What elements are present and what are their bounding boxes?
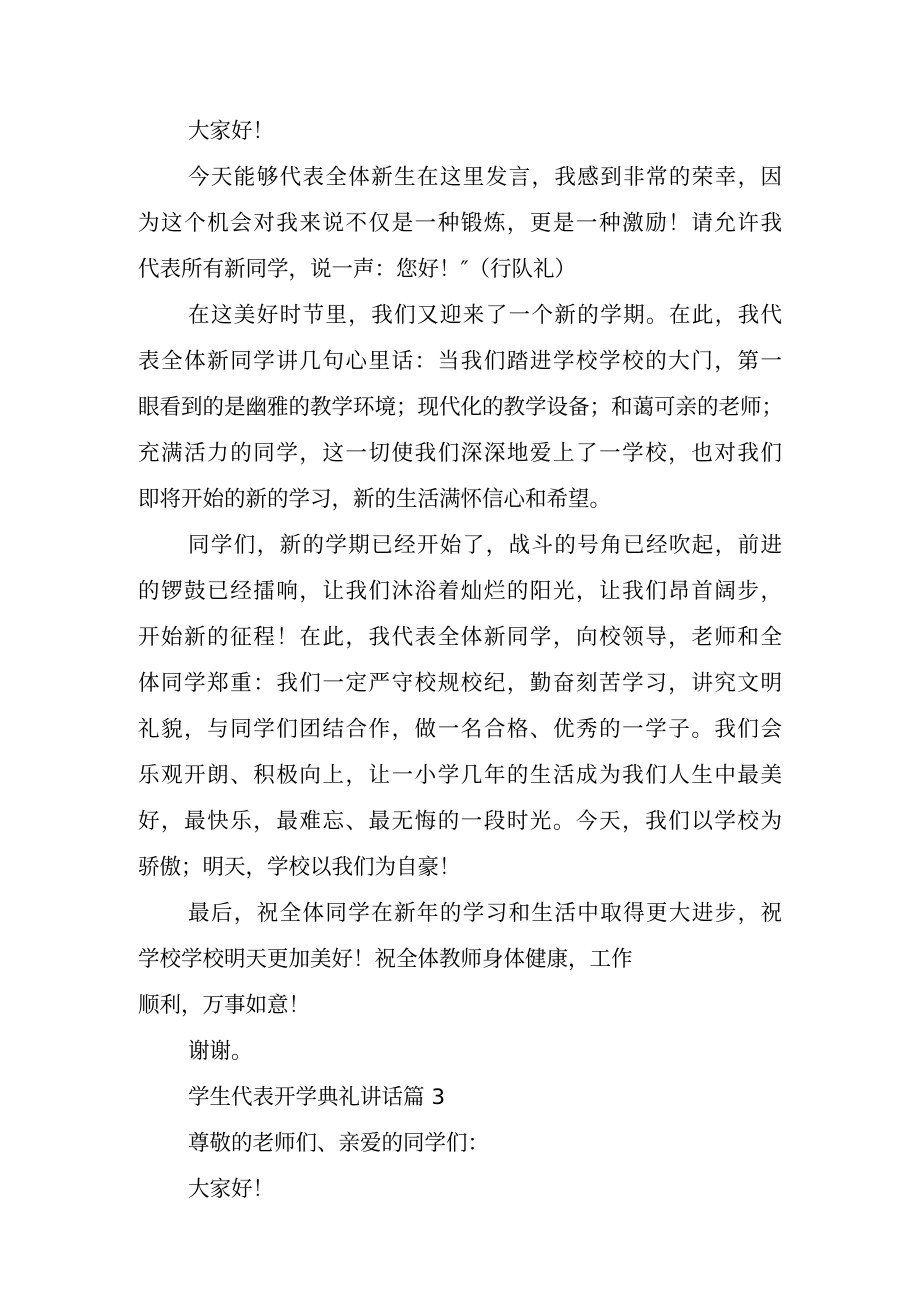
- paragraph-3-line-7: 好，最快乐，最难忘、最无悔的一段时光。今天，我们以学校为: [138, 809, 782, 834]
- paragraph-3-line-2: 的锣鼓已经擂响，让我们沐浴着灿烂的阳光，让我们昂首阔步，: [138, 579, 782, 604]
- thanks-line: 谢谢。: [188, 1039, 253, 1064]
- paragraph-2-line-1: 在这美好时节里，我们又迎来了一个新的学期。在此，我代: [188, 303, 782, 328]
- paragraph-3-line-8: 骄傲；明天，学校以我们为自豪！: [138, 855, 461, 880]
- paragraph-3-line-6: 乐观开朗、积极向上，让一小学几年的生活成为我们人生中最美: [138, 763, 782, 788]
- paragraph-2-line-2: 表全体新同学讲几句心里话：当我们踏进学校学校的大门，第一: [138, 349, 782, 374]
- paragraph-4-line-3: 顺利，万事如意！: [138, 993, 311, 1018]
- paragraph-1-line-1: 今天能够代表全体新生在这里发言，我感到非常的荣幸，因: [188, 165, 782, 190]
- greeting-line-2: 大家好！: [188, 1177, 275, 1202]
- paragraph-3-line-3: 开始新的征程！在此，我代表全体新同学，向校领导，老师和全: [138, 625, 782, 650]
- paragraph-3-line-5: 礼貌，与同学们团结合作，做一名合格、优秀的一学子。我们会: [138, 717, 782, 742]
- paragraph-3-line-1: 同学们，新的学期已经开始了，战斗的号角已经吹起，前进: [188, 533, 782, 558]
- paragraph-4-line-2: 学校学校明天更加美好！祝全体教师身体健康，工作: [138, 947, 633, 972]
- paragraph-1-line-3: 代表所有新同学，说一声：您好！″（行队礼）: [138, 257, 577, 282]
- greeting-line: 大家好！: [188, 119, 275, 144]
- paragraph-2-line-5: 即将开始的新的学习，新的生活满怀信心和希望。: [138, 487, 612, 512]
- paragraph-3-line-4: 体同学郑重：我们一定严守校规校纪，勤奋刻苦学习，讲究文明: [138, 671, 782, 696]
- salutation-line: 尊敬的老师们、亲爱的同学们：: [188, 1131, 490, 1156]
- paragraph-4-line-1: 最后，祝全体同学在新年的学习和生活中取得更大进步，祝: [188, 901, 782, 926]
- section-heading: 学生代表开学典礼讲话篇 3: [188, 1085, 446, 1110]
- paragraph-1-line-2: 为这个机会对我来说不仅是一种锻炼，更是一种激励！请允许我: [138, 211, 782, 236]
- paragraph-2-line-4: 充满活力的同学，这一切使我们深深地爱上了一学校，也对我们: [138, 441, 782, 466]
- paragraph-2-line-3: 眼看到的是幽雅的教学环境；现代化的教学设备；和蔼可亲的老师；: [138, 395, 784, 420]
